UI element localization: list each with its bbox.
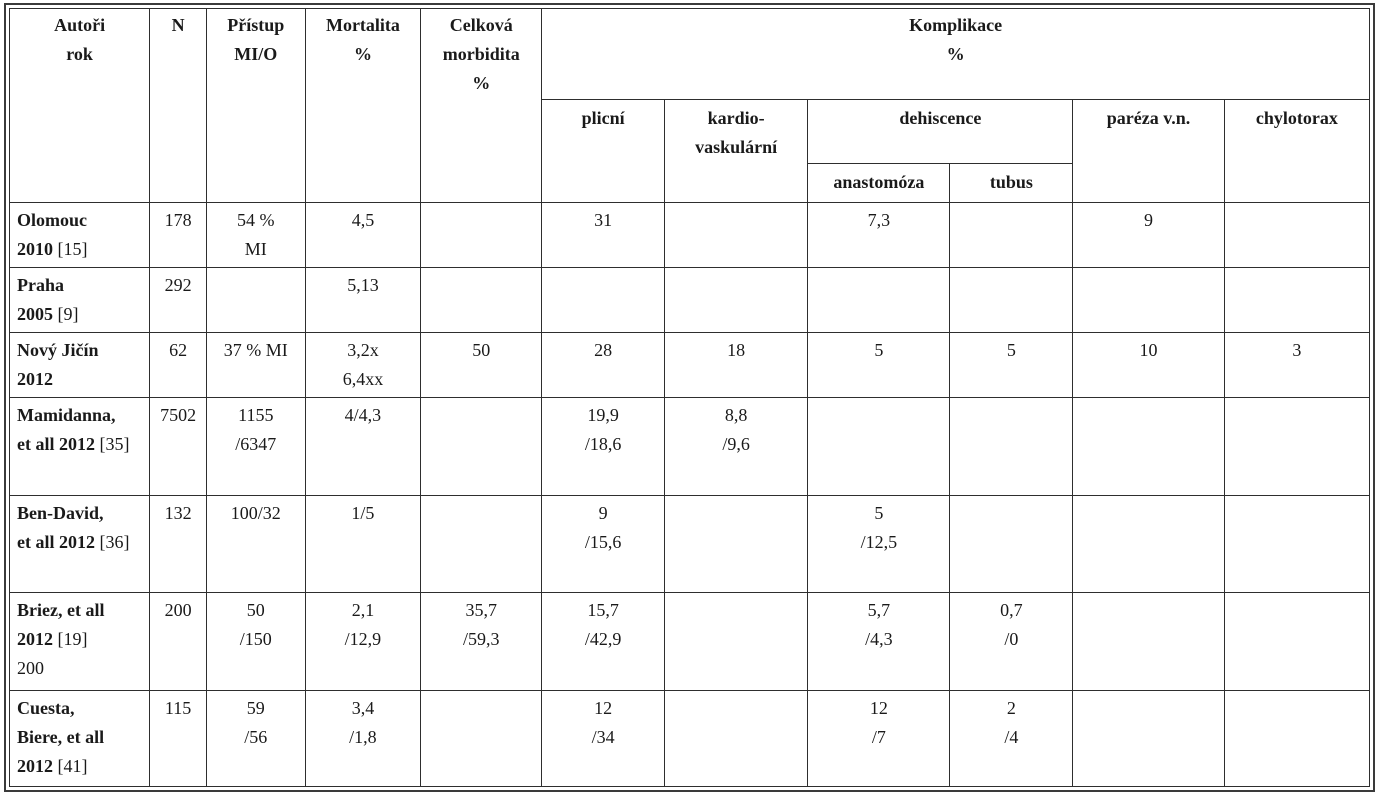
cell-paresis [1073,495,1224,593]
header-n: N [150,9,207,203]
cell-value: 9 [1144,210,1154,230]
author-line: et all 2012 [17,434,95,454]
cell-paresis [1073,268,1224,333]
author-line: Ben-David, [17,502,104,523]
cell-access [207,398,306,496]
table-row [10,333,1370,398]
cell-value: 12 [869,697,888,718]
author-line: Olomouc [17,210,87,230]
cell-value: /12,5 [860,531,898,552]
cell-n: 62 [150,333,207,398]
table-row [10,495,1370,593]
cell-value: 5 [1006,340,1016,360]
cell-pulmonary [542,268,665,333]
header-chylothorax: chylotorax [1224,100,1369,203]
cell-pulmonary [542,593,665,691]
cell-value: /59,3 [463,629,500,649]
cell-value: /4,3 [865,629,893,649]
cell-value: 3,4 [351,697,375,718]
cell-pulmonary [542,690,665,787]
cell-value: 3 [1292,340,1302,360]
cell-value: 28 [594,340,613,360]
cell-author [10,203,150,268]
cell-mortality [305,398,421,496]
header-mortality: Mortalita % [305,9,421,203]
cell-chylothorax [1224,203,1369,268]
cell-morbidity [421,268,542,333]
table-row [10,203,1370,268]
cell-access [207,495,306,593]
cell-value: 50 [246,600,265,620]
cell-value: 4/4,3 [344,405,382,425]
cell-mortality [305,495,421,593]
cell-value: 2,1 [351,600,375,620]
author-line: et all 2012 [17,531,95,552]
cell-value: 9 [598,502,608,523]
header-anastomosis: anastomóza [808,164,950,203]
author-extra: 200 [17,658,44,678]
cell-anastomosis [808,333,950,398]
cell-chylothorax [1224,333,1369,398]
cell-cardio [665,203,808,268]
cell-author [10,333,150,398]
cell-chylothorax [1224,593,1369,691]
cell-value: 19,9 [587,405,619,425]
cell-value: 8,8 [724,405,748,425]
cell-value: 54 % [237,210,275,230]
reference: [9] [57,304,79,324]
cell-tube [950,495,1073,593]
cell-paresis [1073,690,1224,787]
cell-access [207,690,306,787]
cell-paresis [1073,333,1224,398]
cell-anastomosis [808,593,950,691]
reference: [35] [99,434,130,454]
cell-tube [950,690,1073,787]
cell-author [10,690,150,787]
cell-value: 0,7 [1000,600,1023,620]
header-pulmonary: plicní [542,100,665,203]
cell-value: 5,7 [867,600,891,620]
cell-value: 10 [1139,340,1158,360]
cell-access [207,203,306,268]
complications-table [9,8,1370,787]
cell-author [10,593,150,691]
cell-author [10,398,150,496]
cell-n: 178 [150,203,207,268]
cell-value: /4 [1004,726,1019,747]
author-line: Mamidanna, [17,405,116,425]
cell-cardio [665,593,808,691]
cell-paresis [1073,593,1224,691]
cell-value: 37 % MI [223,340,288,360]
cell-value: /18,6 [584,434,622,454]
cell-value: /42,9 [584,629,622,649]
cell-chylothorax [1224,398,1369,496]
cell-value: 3,2x [347,340,379,360]
cell-value: /9,6 [722,434,750,454]
reference: [15] [57,239,88,259]
cell-value: 35,7 [465,600,497,620]
reference: [41] [57,755,88,776]
cell-anastomosis [808,495,950,593]
cell-morbidity [421,690,542,787]
reference: [19] [57,629,88,649]
cell-pulmonary [542,398,665,496]
cell-cardio [665,398,808,496]
author-line: Biere, et all [17,726,105,747]
cell-author [10,495,150,593]
table-row [10,398,1370,496]
reference: [36] [99,531,130,552]
author-line: 2012 [17,755,53,776]
cell-n: 132 [150,495,207,593]
cell-mortality [305,333,421,398]
header-access: Přístup MI/O [207,9,306,203]
header-paresis: paréza v.n. [1073,100,1224,203]
cell-morbidity [421,203,542,268]
cell-anastomosis [808,203,950,268]
table-row [10,268,1370,333]
cell-paresis [1073,203,1224,268]
cell-tube [950,203,1073,268]
cell-paresis [1073,398,1224,496]
cell-value: MI [244,239,267,259]
cell-cardio [665,333,808,398]
cell-value: 4,5 [351,210,375,230]
table-row [10,593,1370,691]
author-line: Praha [17,275,64,295]
cell-mortality [305,203,421,268]
author-line: Nový Jičín [17,340,99,360]
cell-pulmonary [542,203,665,268]
cell-value: /150 [239,629,272,649]
cell-chylothorax [1224,690,1369,787]
cell-tube [950,593,1073,691]
cell-morbidity [421,333,542,398]
header-complications: Komplikace % [542,9,1370,100]
cell-tube [950,398,1073,496]
cell-value: /7 [871,726,886,747]
cell-value: 50 [472,340,491,360]
cell-value: 12 [594,697,613,718]
cell-pulmonary [542,333,665,398]
cell-anastomosis [808,268,950,333]
cell-anastomosis [808,690,950,787]
cell-value: /15,6 [584,531,622,552]
cell-value: /6347 [235,434,277,454]
author-line: Briez, et all [17,600,105,620]
author-line: 2005 [17,304,53,324]
header-cardio: kardio- vaskulární [665,100,808,203]
cell-morbidity [421,495,542,593]
cell-access [207,593,306,691]
cell-value: 7,3 [867,210,891,230]
cell-cardio [665,268,808,333]
table-row [10,690,1370,787]
cell-tube [950,333,1073,398]
author-line: Cuesta, [17,697,75,718]
cell-value: 5 [874,340,884,360]
cell-value: 59 [246,697,265,718]
header-row-1 [10,9,1370,100]
author-line: 2010 [17,239,53,259]
cell-mortality [305,268,421,333]
cell-morbidity [421,593,542,691]
cell-value: 1/5 [351,502,375,523]
cell-pulmonary [542,495,665,593]
cell-n: 292 [150,268,207,333]
cell-value: /12,9 [344,629,382,649]
cell-access [207,333,306,398]
header-dehiscence: dehiscence [808,100,1073,164]
header-author: Autoři rok [10,9,150,203]
cell-cardio [665,690,808,787]
header-tube: tubus [950,164,1073,203]
cell-value: /56 [244,726,268,747]
cell-cardio [665,495,808,593]
cell-chylothorax [1224,268,1369,333]
cell-n: 7502 [150,398,207,496]
cell-value: 5 [874,502,884,523]
cell-n: 200 [150,593,207,691]
cell-n: 115 [150,690,207,787]
author-line: 2012 [17,629,53,649]
cell-tube [950,268,1073,333]
cell-value: 18 [727,340,746,360]
cell-value: 1155 [238,405,274,425]
cell-author [10,268,150,333]
cell-value: 100/32 [230,502,281,523]
cell-value: 15,7 [587,600,619,620]
cell-mortality [305,593,421,691]
cell-anastomosis [808,398,950,496]
cell-value: /0 [1004,629,1019,649]
cell-mortality [305,690,421,787]
header-morbidity: Celková morbidita % [421,9,542,203]
cell-value: 6,4xx [342,369,384,389]
cell-value: 2 [1006,697,1016,718]
cell-value: 5,13 [347,275,379,295]
cell-chylothorax [1224,495,1369,593]
cell-value: 31 [594,210,613,230]
table-body [10,203,1370,787]
cell-morbidity [421,398,542,496]
cell-value: /34 [591,726,615,747]
cell-access [207,268,306,333]
author-line: 2012 [17,369,53,389]
cell-value: /1,8 [349,726,377,747]
